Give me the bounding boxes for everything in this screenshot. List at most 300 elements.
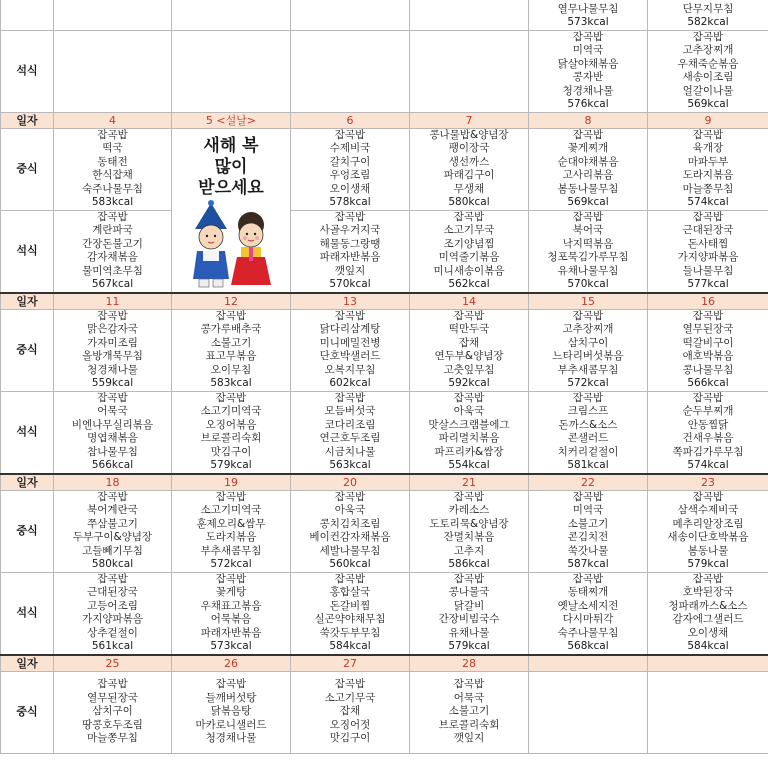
- menu-item: 청경채나물: [562, 84, 614, 97]
- date-cell: 25: [54, 655, 172, 672]
- menu-item: 아욱국: [453, 405, 485, 417]
- menu-item: 도라지볶음: [682, 169, 734, 181]
- kcal-value: 562kcal: [448, 278, 490, 290]
- date-cell: 5 <설날>: [172, 112, 291, 128]
- menu-item: 잡곡밥: [97, 391, 128, 404]
- menu-item: 닭갈비: [453, 599, 485, 612]
- menu-item: 고등어조림: [87, 599, 138, 612]
- kcal-value: 592kcal: [448, 377, 490, 389]
- meal-cell: [529, 128, 648, 210]
- meal-cell: [54, 490, 172, 572]
- kcal-value: 569kcal: [687, 98, 729, 110]
- partial-label: [1, 0, 54, 30]
- menu-item: 맑은감자국: [87, 323, 138, 335]
- menu-item: 잡곡밥: [215, 309, 247, 322]
- menu-item: 잡곡밥: [453, 572, 485, 585]
- top-partial-row: [1, 0, 768, 30]
- menu-item: 맛살스크램블에그: [428, 418, 510, 431]
- menu-item: 모듬버섯국: [324, 405, 376, 417]
- menu-item: 삼치구이: [567, 336, 609, 349]
- kcal-value: 587kcal: [567, 558, 609, 570]
- menu-item: 닭다리삼계탕: [319, 323, 381, 335]
- date-cell: 19: [172, 474, 291, 491]
- menu-item: 잡곡밥: [334, 309, 366, 322]
- kcal-value: 570kcal: [329, 278, 371, 290]
- menu-item: 고추장찌개: [682, 44, 734, 56]
- menu-item: 청경채나물: [205, 732, 257, 745]
- date-label: 일자: [1, 293, 54, 310]
- meal-cell: [172, 391, 291, 474]
- menu-item: 파래김구이: [443, 169, 495, 181]
- menu-item: 건새우볶음: [682, 432, 734, 444]
- kcal-value: 583kcal: [210, 377, 252, 389]
- menu-item: 잡곡밥: [215, 490, 247, 503]
- meal-cell: [54, 391, 172, 474]
- dinner-row: [1, 30, 768, 112]
- menu-item: 비엔나무실리볶음: [71, 418, 154, 431]
- date-cell: 8: [529, 112, 648, 128]
- menu-item: 순대야채볶음: [557, 155, 619, 168]
- date-cell: 23: [648, 474, 768, 491]
- menu-item: 잡곡밥: [572, 30, 604, 43]
- date-cell: [648, 655, 768, 672]
- menu-item: 연두부&양념장: [434, 350, 504, 362]
- menu-item: 고추지: [453, 544, 485, 557]
- menu-item: 어묵국: [453, 691, 485, 704]
- menu-item: 낙지떡볶음: [562, 237, 614, 250]
- menu-item: 유채나물무침: [557, 264, 619, 277]
- menu-item: 잔멸치볶음: [443, 531, 495, 543]
- menu-item: 잡곡밥: [692, 490, 724, 503]
- menu-item: 시금치나물: [324, 445, 376, 458]
- menu-item: 도라지볶음: [205, 531, 257, 543]
- menu-item: 잡곡밥: [97, 678, 128, 691]
- meal-cell: [172, 0, 291, 30]
- meal-cell: [291, 309, 410, 391]
- menu-item: 코다리조림: [324, 418, 376, 431]
- meal-cell: [410, 0, 529, 30]
- holiday-greeting-cell: [172, 128, 291, 293]
- kcal-value: 573kcal: [567, 16, 609, 28]
- menu-item: 쭈삼불고기: [87, 517, 138, 530]
- menu-item: 잡곡밥: [572, 572, 604, 585]
- menu-item: 부추새콤무침: [200, 544, 262, 557]
- meal-cell: [410, 210, 529, 293]
- menu-item: 잡곡밥: [215, 572, 247, 585]
- menu-item: 느타리버섯볶음: [552, 350, 624, 362]
- menu-item: 미역국: [572, 44, 604, 56]
- date-cell: 18: [54, 474, 172, 491]
- kcal-value: 580kcal: [448, 196, 490, 208]
- menu-item: 미역국: [572, 504, 604, 516]
- menu-item: 잡곡밥: [97, 490, 128, 503]
- date-cell: 27: [291, 655, 410, 672]
- meal-cell: [172, 671, 291, 753]
- meal-cell: [54, 30, 172, 112]
- menu-item: 소불고기: [210, 336, 252, 349]
- holiday-greeting-art: [172, 130, 290, 291]
- kcal-value: 563kcal: [329, 459, 371, 471]
- menu-item: 돈까스&소스: [558, 418, 618, 431]
- menu-item: 근대된장국: [682, 224, 734, 236]
- menu-item: 도토리묵&양념장: [429, 517, 509, 530]
- kcal-value: 579kcal: [448, 640, 490, 652]
- menu-item: 꽃게탕: [215, 586, 247, 598]
- menu-item: 간장돈불고기: [82, 237, 143, 250]
- menu-item: 쑥갓나물: [567, 544, 609, 557]
- lunch-label: 중식: [1, 671, 54, 753]
- kcal-value: 569kcal: [567, 196, 609, 208]
- menu-item: 상추겉절이: [87, 626, 138, 639]
- hanbok-couple-illustration: [181, 199, 281, 291]
- menu-item: 콩치김치조림: [319, 517, 381, 530]
- kcal-value: 568kcal: [567, 640, 609, 652]
- date-label: 일자: [1, 655, 54, 672]
- menu-item: 옛날소세지전: [557, 599, 619, 612]
- menu-item: 소고기무국: [443, 224, 495, 236]
- kcal-value: 572kcal: [210, 558, 252, 570]
- meal-cell: [529, 309, 648, 391]
- menu-item: 메추리알장조림: [672, 517, 744, 530]
- date-cell: 20: [291, 474, 410, 491]
- menu-item: 파프리카&쌈장: [434, 445, 504, 458]
- kcal-value: 566kcal: [91, 459, 134, 471]
- menu-item: 잡곡밥: [334, 572, 366, 585]
- kcal-value: 572kcal: [567, 377, 609, 389]
- menu-item: 고사리볶음: [562, 169, 614, 181]
- menu-item: 감자채볶음: [87, 251, 138, 263]
- date-cell: 15: [529, 293, 648, 310]
- kcal-value: 566kcal: [687, 377, 729, 389]
- menu-item: 잡곡밥: [453, 391, 485, 404]
- menu-item: 소불고기: [448, 705, 490, 718]
- kcal-value: 602kcal: [329, 377, 371, 389]
- meal-cell: [529, 490, 648, 572]
- kcal-value: 579kcal: [687, 558, 729, 570]
- lunch-label: 중식: [1, 490, 54, 572]
- menu-item: 잡채: [458, 336, 480, 349]
- meal-cell: [291, 572, 410, 655]
- date-cell: 6: [291, 112, 410, 128]
- meal-cell: [291, 391, 410, 474]
- kcal-value: 574kcal: [687, 196, 729, 208]
- menu-item: 숙주나물무침: [557, 626, 619, 639]
- meal-cell: [648, 671, 768, 753]
- menu-item: 표고무볶음: [205, 350, 257, 362]
- menu-item: 브로콜리숙회: [438, 718, 500, 731]
- menu-item: 잡곡밥: [692, 309, 724, 322]
- menu-item: 베이컨감자채볶음: [309, 531, 391, 543]
- kcal-value: 559kcal: [91, 377, 134, 389]
- menu-item: 콘샐러드: [567, 432, 609, 444]
- menu-item: 잡곡밥: [572, 391, 604, 404]
- menu-item: 한식잡채: [92, 169, 133, 181]
- menu-item: 잡곡밥: [692, 30, 724, 43]
- menu-item: 고추장찌개: [562, 323, 614, 335]
- menu-item: 잡곡밥: [97, 572, 128, 585]
- date-cell: 22: [529, 474, 648, 491]
- menu-item: 오이무침: [210, 363, 252, 376]
- meal-cell: [648, 309, 768, 391]
- menu-item: 잡곡밥: [215, 678, 247, 691]
- menu-item: 잡곡밥: [572, 128, 604, 141]
- meal-cell: [172, 490, 291, 572]
- menu-item: 열무된장국: [682, 323, 734, 335]
- date-cell: 9: [648, 112, 768, 128]
- lunch-row: [1, 128, 768, 210]
- dinner-row: [1, 391, 768, 474]
- date-row: [1, 655, 768, 672]
- kcal-value: 577kcal: [687, 278, 729, 290]
- kcal-value: 561kcal: [91, 640, 134, 652]
- kcal-value: 580kcal: [91, 558, 134, 570]
- kcal-value: 576kcal: [567, 98, 609, 110]
- lunch-row: [1, 671, 768, 753]
- menu-item: 아욱국: [334, 504, 366, 516]
- menu-item: 부추새콤무침: [557, 363, 619, 376]
- meal-cell: [529, 210, 648, 293]
- meal-cell: [54, 309, 172, 391]
- menu-item: 청경채나물: [87, 363, 138, 376]
- meal-cell: [410, 30, 529, 112]
- menu-item: 육개장: [692, 142, 724, 154]
- menu-item: 감자에그샐러드: [672, 613, 744, 625]
- menu-item: 닭살야채볶음: [557, 57, 619, 70]
- menu-item: 콩자반: [572, 71, 604, 83]
- kcal-value: 583kcal: [91, 196, 134, 208]
- menu-item: 순두부찌개: [682, 405, 734, 417]
- date-cell: 12: [172, 293, 291, 310]
- date-cell: 16: [648, 293, 768, 310]
- menu-item: 가지양파볶음: [82, 613, 143, 625]
- meal-cell: [54, 128, 172, 210]
- menu-item: 잡곡밥: [572, 210, 604, 223]
- kcal-value: 581kcal: [567, 459, 609, 471]
- kcal-value: 573kcal: [210, 640, 252, 652]
- date-cell: 7: [410, 112, 529, 128]
- menu-item: 열무나물무침: [557, 2, 619, 15]
- menu-item: 잡곡밥: [453, 490, 485, 503]
- kcal-value: 574kcal: [687, 459, 729, 471]
- meal-cell: [291, 0, 410, 30]
- date-cell: 26: [172, 655, 291, 672]
- menu-item: 사골우거지국: [319, 224, 381, 236]
- date-row: [1, 293, 768, 310]
- menu-item: 올방개묵무침: [82, 350, 143, 362]
- kcal-value: 584kcal: [329, 640, 371, 652]
- kcal-value: 578kcal: [329, 196, 371, 208]
- meal-cell: [529, 572, 648, 655]
- menu-item: 마늘쫑무침: [87, 732, 138, 745]
- meal-cell: [529, 0, 648, 30]
- menu-item: 오징어젓: [329, 718, 371, 731]
- menu-item: 봄동나물무침: [557, 182, 619, 195]
- menu-item: 콩나물무침: [682, 363, 734, 376]
- menu-item: 깻잎지: [453, 732, 485, 745]
- menu-item: 미니새송이볶음: [433, 264, 505, 277]
- date-cell: 28: [410, 655, 529, 672]
- meal-cell: [648, 210, 768, 293]
- menu-item: 숙주나물무침: [82, 182, 143, 195]
- menu-item: 호박된장국: [682, 586, 734, 598]
- greeting-text: 새해 복 많이 받으세요: [198, 135, 264, 198]
- menu-item: 잡곡밥: [97, 128, 128, 141]
- menu-item: 잡곡밥: [692, 572, 724, 585]
- menu-item: 오이생채: [687, 626, 729, 639]
- kcal-value: 554kcal: [448, 459, 490, 471]
- menu-item: 닭볶음탕: [210, 705, 252, 718]
- meal-cell: [648, 490, 768, 572]
- menu-item: 연근호두조림: [319, 432, 381, 444]
- menu-item: 크림스프: [567, 405, 609, 417]
- menu-item: 떡만두국: [448, 323, 490, 335]
- menu-item: 북어계란국: [87, 504, 138, 516]
- menu-item: 계란파국: [92, 224, 133, 236]
- menu-item: 콘김치전: [567, 531, 609, 543]
- kcal-value: 582kcal: [687, 16, 729, 28]
- menu-item: 파리멸치볶음: [438, 432, 500, 444]
- meal-cell: [410, 572, 529, 655]
- menu-item: 북어국: [572, 224, 604, 236]
- menu-item: 훈제오리&쌈무: [196, 517, 266, 530]
- menu-item: 잡곡밥: [572, 309, 604, 322]
- menu-item: 청파래까스&소스: [668, 599, 748, 612]
- dinner-label: 석식: [1, 391, 54, 474]
- menu-item: 우채표고볶음: [200, 599, 262, 612]
- menu-item: 동태찌개: [567, 586, 609, 598]
- menu-item: 땅콩호두조림: [82, 718, 143, 731]
- meal-cell: [54, 210, 172, 293]
- menu-item: 열무된장국: [87, 691, 138, 704]
- menu-item: 깻잎지: [334, 264, 366, 277]
- menu-item: 오징어볶음: [205, 418, 257, 431]
- date-cell: 4: [54, 112, 172, 128]
- lunch-label: 중식: [1, 309, 54, 391]
- meal-cell: [172, 30, 291, 112]
- meal-cell: [54, 572, 172, 655]
- meal-cell: [410, 309, 529, 391]
- menu-item: 파래자반볶음: [200, 626, 262, 639]
- meal-cell: [529, 30, 648, 112]
- kcal-value: 584kcal: [687, 640, 729, 652]
- menu-item: 홍합살국: [329, 586, 371, 598]
- menu-item: 청포묵김가루무침: [547, 251, 629, 263]
- menu-item: 물미역초무침: [82, 264, 143, 277]
- menu-item: 무생채: [453, 182, 485, 195]
- menu-item: 새송이단호박볶음: [667, 531, 749, 543]
- date-cell: 14: [410, 293, 529, 310]
- menu-item: 잡곡밥: [453, 678, 485, 691]
- dinner-label: 석식: [1, 210, 54, 293]
- menu-item: 돈사태찜: [687, 237, 729, 250]
- menu-item: 쑥갓두부무침: [319, 626, 381, 639]
- meal-cell: [529, 391, 648, 474]
- menu-item: 잡곡밥: [334, 128, 366, 141]
- meal-cell: [291, 128, 410, 210]
- menu-item: 잡곡밥: [97, 210, 128, 223]
- menu-item: 가자미조림: [87, 336, 138, 349]
- menu-item: 마늘쫑무침: [682, 182, 734, 195]
- date-cell: [529, 655, 648, 672]
- menu-item: 삼치구이: [92, 705, 133, 718]
- menu-item: 수제비국: [329, 142, 371, 154]
- meal-cell: [172, 309, 291, 391]
- menu-item: 소고기미역국: [200, 504, 262, 516]
- menu-item: 고들빼기무침: [82, 544, 143, 557]
- menu-item: 떡국: [102, 142, 123, 154]
- menu-item: 팽이장국: [448, 142, 490, 154]
- date-cell: 11: [54, 293, 172, 310]
- menu-item: 소불고기: [567, 517, 609, 530]
- menu-item: 삼색수제비국: [677, 504, 739, 516]
- menu-item: 마카로니샐러드: [195, 718, 267, 731]
- menu-item: 꽃게찌개: [567, 142, 609, 154]
- menu-item: 안동찜닭: [687, 418, 729, 431]
- menu-item: 단호박샐러드: [319, 350, 381, 362]
- meal-cell: [291, 671, 410, 753]
- menu-item: 참나물무침: [87, 445, 138, 458]
- lunch-row: [1, 490, 768, 572]
- menu-item: 잡곡밥: [97, 309, 128, 322]
- menu-item: 오이생채: [329, 182, 371, 195]
- menu-item: 잡곡밥: [215, 391, 247, 404]
- menu-item: 잡곡밥: [334, 678, 366, 691]
- menu-item: 카레소스: [448, 504, 490, 516]
- meal-cell: [410, 490, 529, 572]
- menu-item: 가지양파볶음: [677, 251, 739, 263]
- dinner-row: [1, 572, 768, 655]
- menu-item: 잡곡밥: [334, 391, 366, 404]
- menu-item: 갈치구이: [329, 155, 371, 168]
- menu-item: 브로콜리숙회: [200, 432, 262, 444]
- lunch-row: [1, 309, 768, 391]
- menu-item: 잡곡밥: [453, 309, 485, 322]
- menu-item: 떡갈비구이: [682, 336, 734, 349]
- menu-item: 소고기무국: [324, 691, 376, 704]
- meal-cell: [54, 671, 172, 753]
- menu-item: 얼갈이나물: [682, 84, 734, 97]
- menu-item: 잡곡밥: [692, 391, 724, 404]
- menu-item: 들깨버섯탕: [205, 691, 257, 704]
- menu-item: 마파두부: [687, 155, 729, 168]
- menu-item: 파래자반볶음: [319, 251, 381, 263]
- kcal-value: 586kcal: [448, 558, 490, 570]
- date-label: 일자: [1, 474, 54, 491]
- dinner-label: 석식: [1, 572, 54, 655]
- menu-item: 두부구이&양념장: [72, 531, 153, 543]
- menu-item: 치커리겉절이: [557, 445, 619, 458]
- meal-cell: [648, 30, 768, 112]
- menu-item: 잡곡밥: [334, 490, 366, 503]
- menu-item: 새송이조림: [682, 71, 734, 83]
- meal-cell: [648, 572, 768, 655]
- meal-cell: [54, 0, 172, 30]
- menu-item: 콩가루배추국: [200, 323, 262, 335]
- menu-item: 콩나물국: [448, 586, 490, 598]
- date-cell: 13: [291, 293, 410, 310]
- menu-item: 어묵국: [97, 405, 128, 417]
- menu-item: 잡곡밥: [692, 210, 724, 223]
- dinner-label: 석식: [1, 30, 54, 112]
- meal-cell: [648, 128, 768, 210]
- meal-cell: [648, 391, 768, 474]
- menu-item: 간장비빔국수: [438, 613, 500, 625]
- meal-cell: [410, 671, 529, 753]
- menu-item: 우엉조림: [329, 169, 371, 181]
- menu-item: 고춧잎무침: [443, 363, 495, 376]
- menu-item: 우채죽순볶음: [677, 57, 739, 70]
- lunch-label: 중식: [1, 128, 54, 210]
